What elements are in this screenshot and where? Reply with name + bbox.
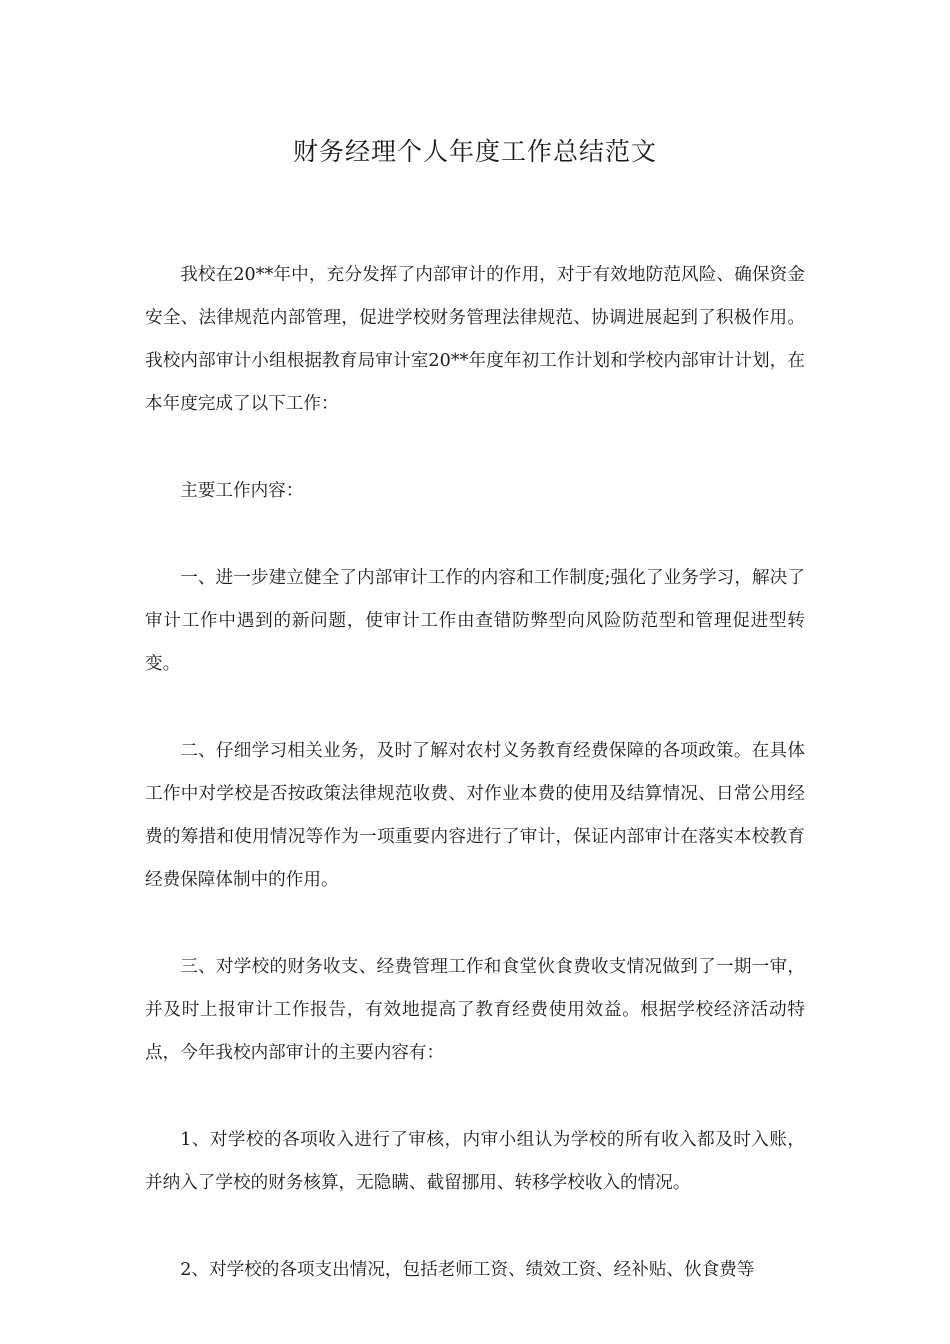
document-body: [145, 254, 805, 1292]
paragraph-item-one: 一、进一步建立健全了内部审计工作的内容和工作制度;强化了业务学习，解决了审计工作中遇到的新问题，使审计工作由查错防弊型向风险防范型和管理促进型转变。: [145, 568, 805, 674]
paragraph-subitem-two: 2、对学校的各项支出情况，包括老师工资、绩效工资、经补贴、伙食费等: [180, 1260, 755, 1280]
paragraph-item-three: 三、对学校的财务收支、经费管理工作和食堂伙食费收支情况做到了一期一审，并及时上报审计工作报告，有效地提高了教育经费使用效益。根据学校经济活动特点，今年我校内部审计的主要内容有：: [145, 957, 805, 1063]
paragraph-main-content-heading: 主要工作内容：: [180, 481, 304, 501]
paragraph-item-two: 二、仔细学习相关业务，及时了解对农村义务教育经费保障的各项政策。在具体工作中对学校是否按政策法律规范收费、对作业本费的使用及结算情况、日常公用经费的筹措和使用情况等作为一项重要内容进行了审计，保证内部审计在落实本校教育经费保障体制中的作用。: [145, 741, 805, 890]
paragraph-intro: 我校在20**年中，充分发挥了内部审计的作用，对于有效地防范风险、确保资金安全、法律规范内部管理，促进学校财务管理法律规范、协调进展起到了积极作用。我校内部审计小组根据教育局审计室20**年度年初工作计划和学校内部审计计划，在本年度完成了以下工作：: [145, 265, 805, 414]
document-title: 财务经理个人年度工作总结范文: [292, 137, 657, 166]
paragraph-subitem-one: 1、对学校的各项收入进行了审核，内审小组认为学校的所有收入都及时入账，并纳入了学校的财务核算，无隐瞒、截留挪用、转移学校收入的情况。: [145, 1130, 805, 1193]
